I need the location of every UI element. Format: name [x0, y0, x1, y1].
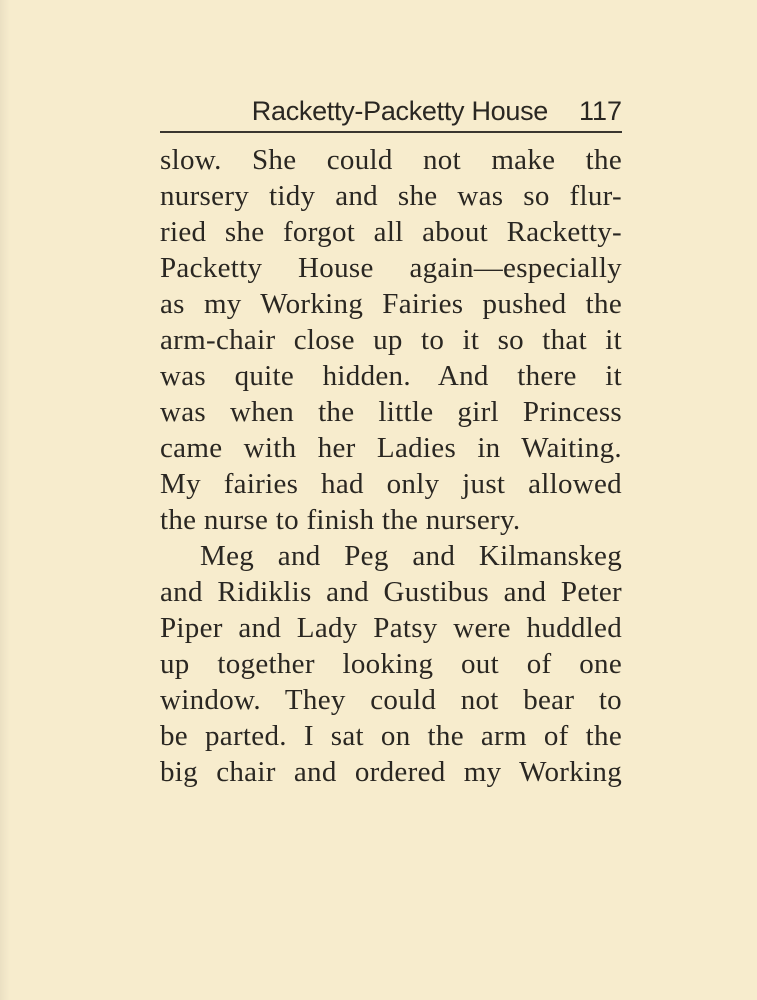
text-line: ried she forgot all about Racketty- — [160, 216, 622, 248]
text-line: was when the little girl Princess — [160, 396, 622, 428]
text-line: was quite hidden. And there it — [160, 360, 622, 392]
text-line: and Ridiklis and Gustibus and Peter — [160, 576, 622, 608]
text-line: arm-chair close up to it so that it — [160, 324, 622, 356]
running-title: Racketty-Packetty House — [251, 96, 548, 126]
text-line: slow. She could not make the — [160, 144, 622, 176]
text-line: Meg and Peg and Kilmanskeg — [200, 540, 622, 572]
text-line: window. They could not bear to — [160, 684, 622, 716]
text-line: Piper and Lady Patsy were huddled — [160, 612, 622, 644]
page-number: 117 — [578, 96, 622, 126]
text-line: Packetty House again—especially — [160, 252, 622, 284]
text-line: big chair and ordered my Working — [160, 756, 622, 788]
text-line: nursery tidy and she was so flur- — [160, 180, 622, 212]
text-line: up together looking out of one — [160, 648, 622, 680]
text-line: My fairies had only just allowed — [160, 468, 622, 500]
text-line: the nurse to finish the nursery. — [160, 504, 521, 536]
text-line: came with her Ladies in Waiting. — [160, 432, 622, 464]
body-text — [160, 142, 622, 790]
text-line: be parted. I sat on the arm of the — [160, 720, 622, 752]
header-rule — [160, 131, 622, 133]
text-line: as my Working Fairies pushed the — [160, 288, 622, 320]
running-header — [160, 94, 622, 134]
